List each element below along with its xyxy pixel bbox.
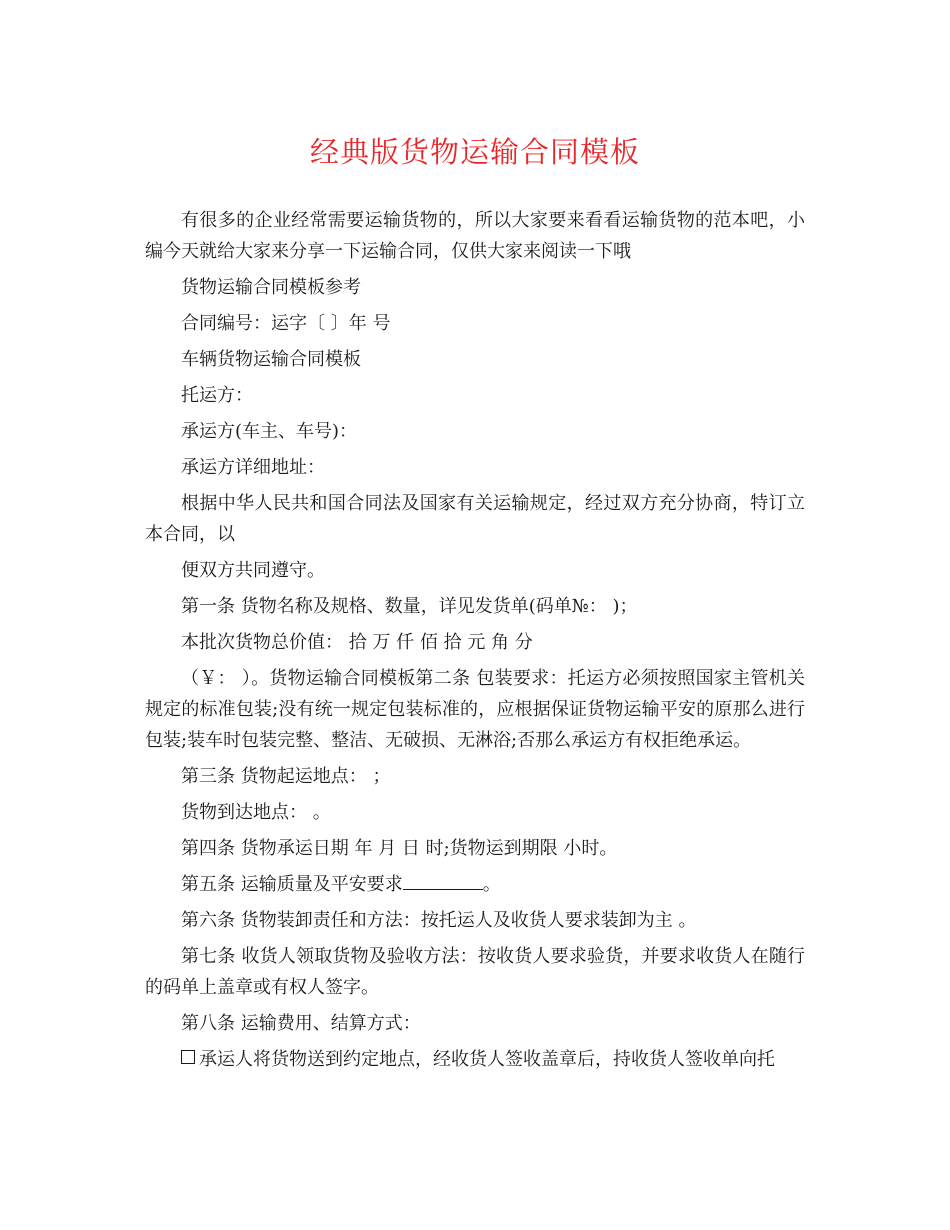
intro-line-1: 有很多的企业经常需要运输货物的，所以大家要来看看运输货物的范本吧，: [181, 210, 787, 231]
article-7: 第七条 收货人领取货物及验收方法：按收货人要求验货，并要求收货人在随行的码单上盖章或有权人签字。: [145, 946, 805, 998]
article-4: 第四条 货物承运日期 年 月 日 时;货物运到期限 小时。: [181, 838, 618, 859]
article-8-item-1: [145, 1044, 805, 1075]
fill-in-blank: [403, 871, 483, 890]
contract-number: 合同编号：运字〔 〕年 号: [181, 313, 391, 334]
destination-field: 货物到达地点： 。: [181, 802, 331, 823]
reference-title: 货物运输合同模板参考: [181, 277, 361, 298]
intro-paragraph: [145, 205, 805, 267]
total-value: 本批次货物总价值： 拾 万 仟 佰 拾 元 角 分: [181, 632, 533, 653]
checkbox-icon[interactable]: [181, 1050, 195, 1064]
preamble-paragraph: 根据中华人民共和国合同法及国家有关运输规定，经过双方充分协商，特订立本合同，以: [145, 493, 805, 545]
carrier-field: 承运方(车主、车号)：: [181, 421, 358, 442]
preamble-end: 便双方共同遵守。: [181, 560, 325, 581]
article-2: （￥： ）。货物运输合同模板第二条 包装要求：托运方必须按照国家主管机关规定的标准包装;没有统一规定包装标准的，应根据保证货物运输平安的原那么进行包装;装车时包装完整、整洁、无破损、无淋浴;否那么承运方有权拒绝承运。: [145, 668, 805, 751]
consignor-field: 托运方：: [181, 385, 253, 406]
article-6: 第六条 货物装卸责任和方法：按托运人及收货人要求装卸为主 。: [181, 910, 697, 931]
subtitle: 车辆货物运输合同模板: [181, 349, 361, 370]
article-8: 第八条 运输费用、结算方式：: [181, 1013, 421, 1034]
article-1: 第一条 货物名称及规格、数量，详见发货单(码单№： )；: [181, 596, 638, 617]
article-3: 第三条 货物起运地点： ；: [181, 766, 391, 787]
document-title: 经典版货物运输合同模板: [309, 135, 640, 169]
intro-line-2: 小编今天就给大家来分享一下运输合同，仅供大家来阅读一下哦: [145, 210, 805, 262]
article-5: [145, 869, 805, 900]
article-5-text: 第五条 运输质量及平安要求: [181, 874, 403, 895]
article-5-end: 。: [482, 874, 501, 895]
document-body: [145, 205, 805, 1080]
article-8-item-1-text: 承运人将货物送到约定地点，经收货人签收盖章后，持收货人签收单向托: [199, 1049, 775, 1070]
carrier-address-field: 承运方详细地址：: [181, 457, 325, 478]
